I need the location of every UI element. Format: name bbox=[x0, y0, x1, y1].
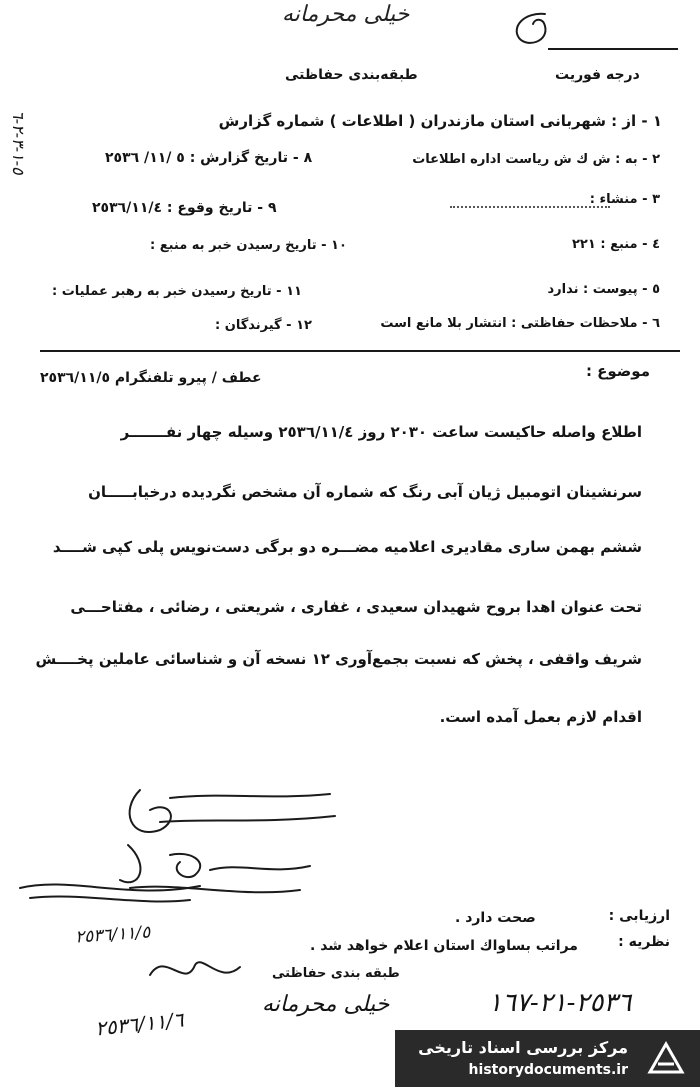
initials-icon bbox=[140, 945, 250, 995]
top-header-underline bbox=[548, 48, 678, 50]
body-line: اطلاع واصله حاكيست ساعت ٢٠٣٠ روز ٢٥٣٦/١١/٤ وسيله چهار نفـــــــر bbox=[120, 423, 642, 441]
field-news-to-ops-date: ١١ - تاريخ رسيدن خبر به رهبر عمليات : bbox=[52, 284, 302, 299]
watermark-url: historydocuments.ir bbox=[468, 1062, 628, 1078]
field-attachment: ٥ - پيوست : ندارد bbox=[547, 282, 660, 297]
body-line: اقدام لازم بعمل آمده است. bbox=[439, 708, 642, 726]
field-from: ١ - از : شهربانی استان مازندران ( اطلاعات ) شماره گزارش bbox=[218, 112, 662, 130]
side-margin-handwriting: ٥-١-٣-٢-٦ bbox=[9, 110, 28, 175]
body-line: ششم بهمن ساری مقاديری اعلاميه مضـــره دو برگی دست‌نويس پلی كپی شــــد bbox=[52, 538, 642, 556]
footer-classification-label: طبقه بندی حفاظتی bbox=[272, 966, 400, 981]
origin-dotted-line bbox=[450, 206, 610, 208]
footer-handwritten-classification: خیلی محرمانه bbox=[262, 992, 390, 1017]
field-origin: ٣ - منشاء : bbox=[589, 192, 660, 207]
field-source: ٤ - منبع : ٢٢١ bbox=[572, 237, 660, 252]
field-to: ٢ - به : ش ك ش رياست اداره اطلاعات bbox=[412, 152, 660, 167]
watermark-logo-icon bbox=[644, 1038, 688, 1080]
opinion-label: نظريه : bbox=[618, 934, 670, 950]
subject-value: عطف / پيرو تلفنگرام ٢٥٣٦/١١/٥ bbox=[40, 370, 262, 386]
handwritten-classification-top: خیلی محرمانه bbox=[282, 2, 410, 27]
priority-label: درجه فوریت bbox=[555, 67, 640, 83]
field-recipients: ١٢ - گيرندگان : bbox=[215, 318, 312, 333]
handwritten-date-2: ٢٥٣٦/١١/٦ bbox=[93, 1007, 185, 1041]
evaluation-value: صحت دارد . bbox=[455, 910, 536, 926]
section-divider bbox=[40, 350, 680, 352]
evaluation-label: ارزيابی : bbox=[608, 908, 670, 924]
body-line: تحت عنوان اهدا بروح شهيدان سعيدی ، غفاری ، شريعتی ، رضائی ، مفتاحـــی bbox=[70, 598, 642, 616]
signature-flourish-icon bbox=[10, 870, 210, 910]
footer-handwritten-number: ٢٥٣٦-٢١-١٦٧ bbox=[488, 988, 632, 1018]
handwritten-top-mark-icon bbox=[505, 8, 555, 48]
field-event-date: ٩ - تاريخ وقوع : ٢٥٣٦/١١/٤ bbox=[92, 200, 277, 216]
signature-date: ٢٥٣٦/١١/٥ bbox=[74, 922, 151, 948]
subject-label: موضوع : bbox=[585, 362, 650, 380]
classification-label: طبقه‌بندی حفاظتی bbox=[285, 67, 418, 83]
watermark-org-name: مركز بررسی اسناد تاريخی bbox=[418, 1038, 628, 1057]
field-security-notes: ٦ - ملاحظات حفاظتی : انتشار بلا مانع است bbox=[380, 316, 660, 331]
body-line: شريف واقفی ، پخش كه نسبت بجمع‌آوری ١٢ نسخه آن و شناسائی عاملين پخــــش bbox=[35, 650, 642, 668]
field-news-to-source-date: ١٠ - تاريخ رسيدن خبر به منبع : bbox=[150, 238, 347, 253]
watermark bbox=[395, 1030, 700, 1087]
body-line: سرنشينان اتومبيل ژيان آبی رنگ كه شماره آن مشخص نگرديده درخيابـــــان bbox=[88, 483, 642, 501]
field-report-date: ٨ - تاريخ گزارش : ٥ /١١/ ٢٥٣٦ bbox=[105, 150, 313, 166]
opinion-value: مراتب بساواك استان اعلام خواهد شد . bbox=[310, 938, 578, 954]
